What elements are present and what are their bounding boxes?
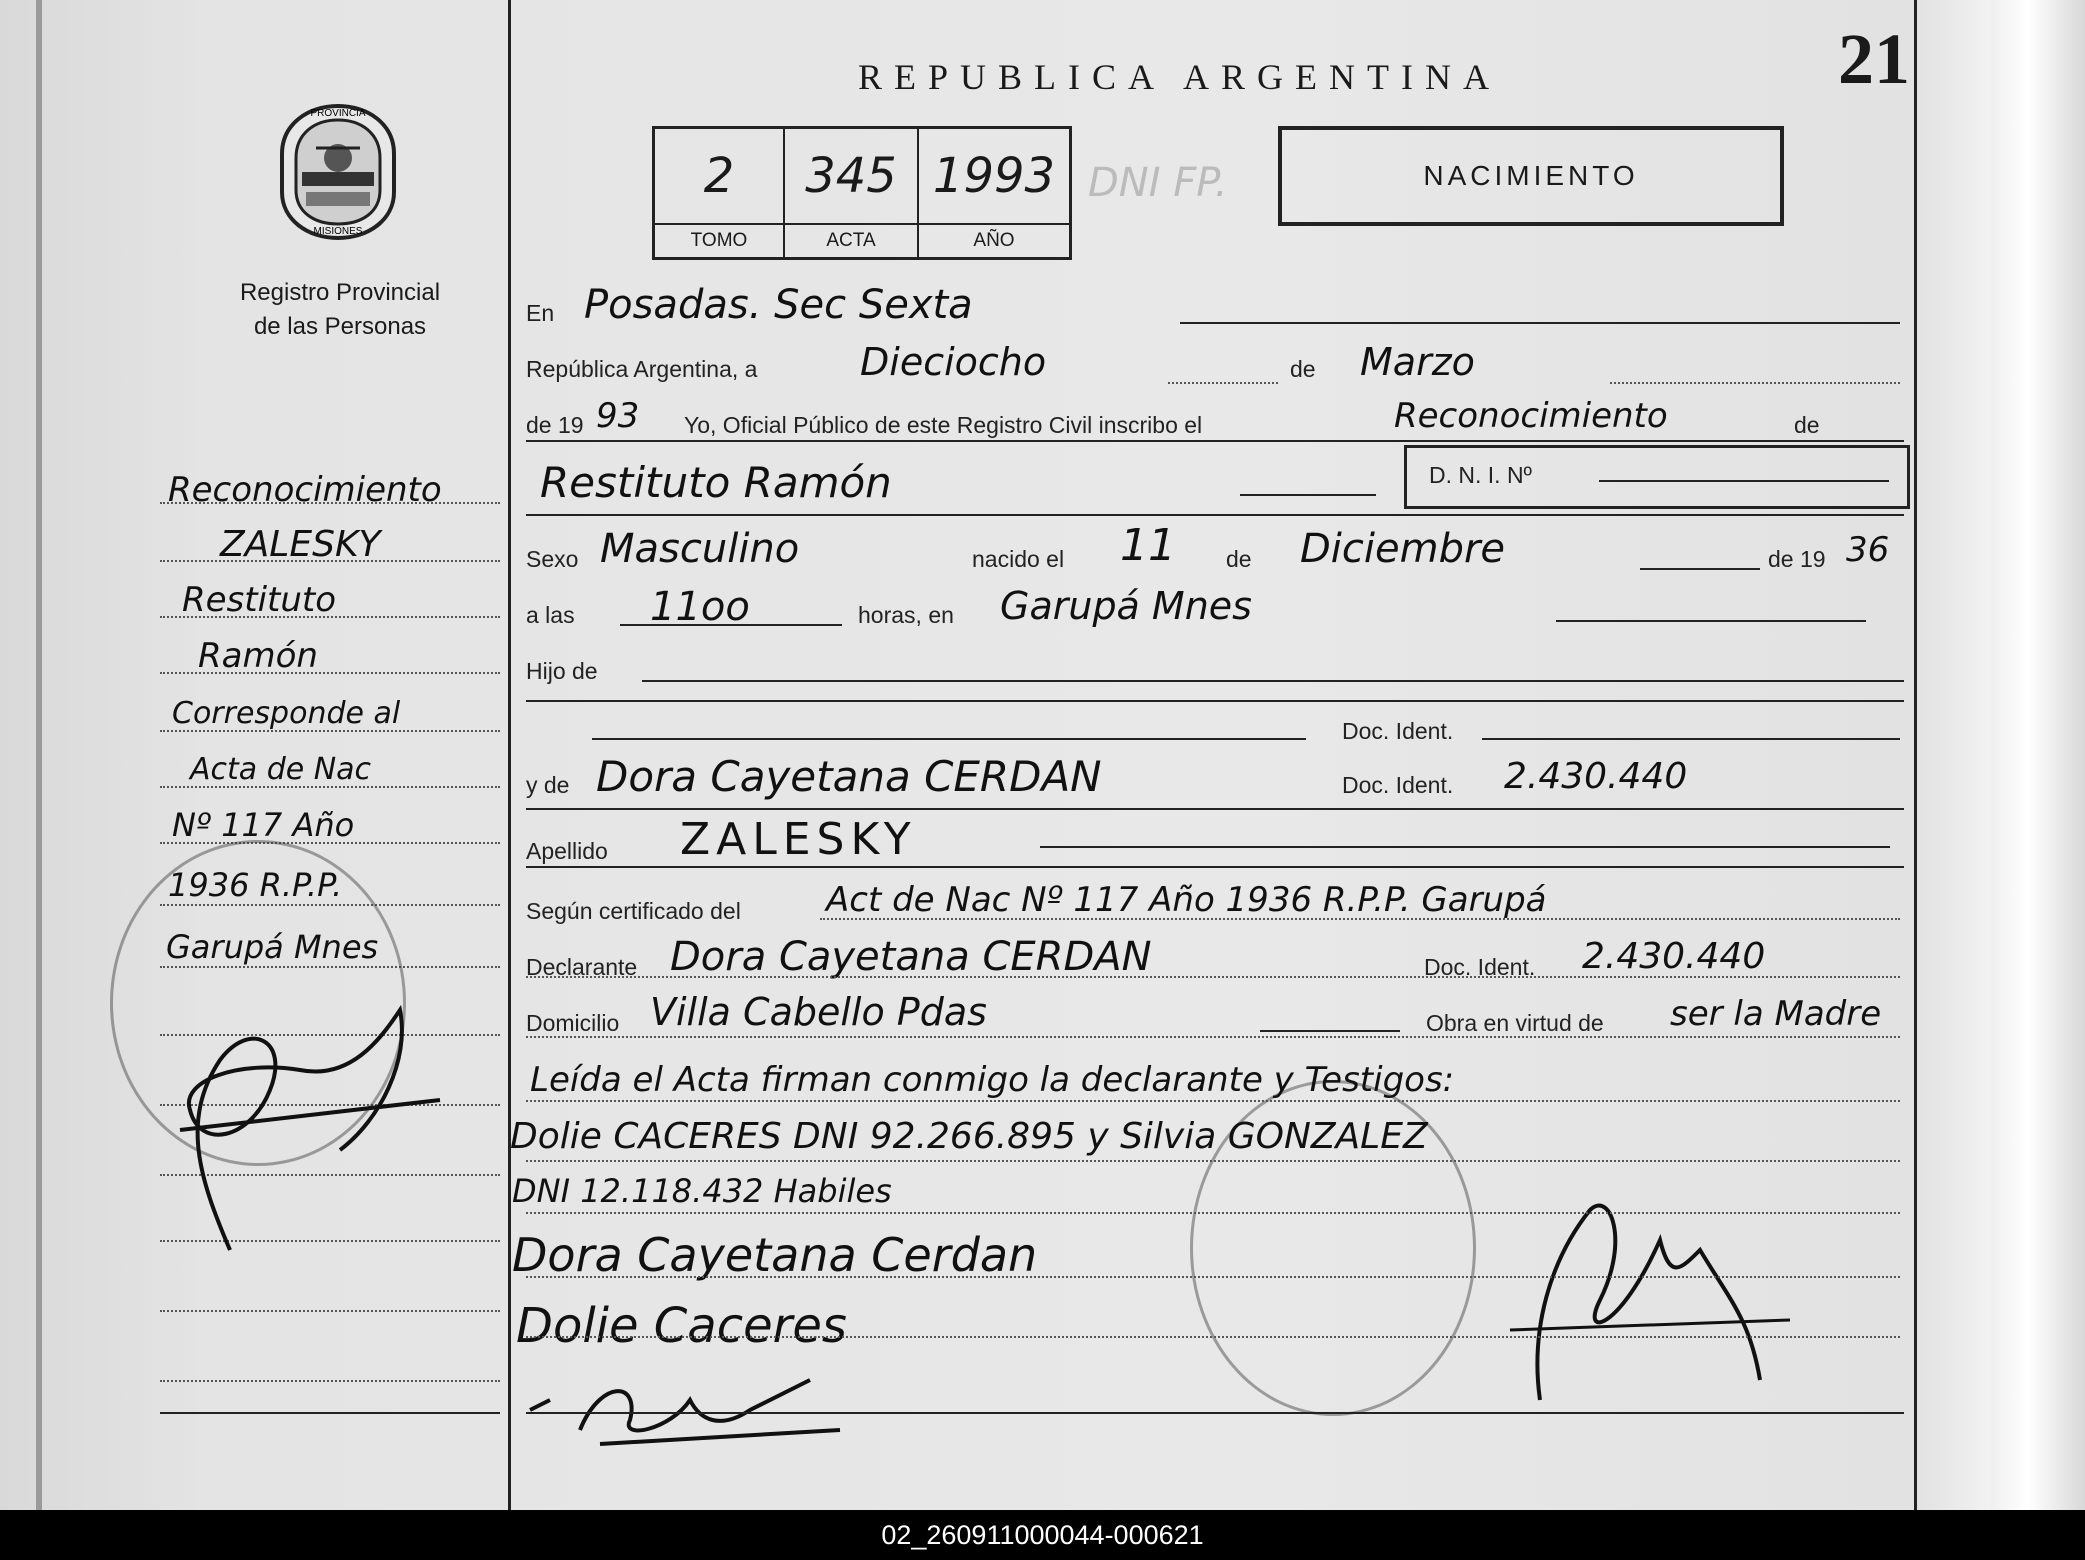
form-line [526,514,1904,516]
signature-declarante: Dora Cayetana Cerdan [512,1228,1038,1282]
note-line-3: DNI 12.118.432 Habiles [512,1172,892,1210]
margin-note-8: 1936 R.P.P. [168,866,343,904]
dni-box [1404,445,1910,509]
madre-value: Dora Cayetana CERDAN [596,752,1102,801]
mes-value: Marzo [1360,340,1475,384]
y-de-label: y de [526,772,570,798]
form-line [526,1276,1900,1278]
madre-doc-label: Doc. Ident. [1342,772,1454,798]
year-value: 93 [596,396,640,436]
apellido-label: Apellido [526,838,608,864]
nac-mes-value: Diciembre [1300,526,1506,572]
hora-value: 11oo [650,584,750,630]
dni-line [1599,480,1889,482]
declarante-doc-label: Doc. Ident. [1424,954,1536,980]
hijo-label: Hijo de [526,658,598,684]
republica-label: República Argentina, a [526,356,758,382]
de-label-2: de [1794,412,1820,438]
form-line [526,440,1904,442]
margin-line [160,1380,500,1382]
form-line [1240,494,1376,496]
nombre-value: Restituto Ramón [540,458,892,507]
witness-signature-2-icon [520,1360,850,1450]
form-line [1640,568,1760,570]
margin-note-2: ZALESKY [220,524,381,565]
certificate-type-box: NACIMIENTO [1278,126,1784,226]
header-title: REPUBLICA ARGENTINA [858,57,1502,97]
domicilio-value: Villa Cabello Pdas [650,990,987,1034]
year-prefix: de 19 [526,412,584,438]
form-line [1482,738,1900,740]
margin-note-4: Ramón [198,636,318,676]
crest-label-top: PROVINCIA [310,108,366,119]
form-line [526,1100,1900,1102]
margin-note-9: Garupá Mnes [166,928,379,966]
madre-doc-value: 2.430.440 [1504,756,1688,797]
obra-value: ser la Madre [1670,994,1882,1034]
form-line [526,976,1900,978]
anio-label: AÑO [919,223,1069,257]
form-bottom-line [526,1412,1904,1414]
segun-value: Act de Nac Nº 117 Año 1936 R.P.P. Garupá [826,880,1547,920]
acto-value: Reconocimiento [1394,396,1668,436]
apellido-value: ZALESKY [680,814,917,865]
nacido-label: nacido el [972,546,1065,572]
office-line1: Registro Provincial [239,279,441,306]
registrar-right-signature-icon [1500,1180,1800,1410]
acta-label: ACTA [785,223,919,257]
official-text: Yo, Oficial Público de este Registro Civil inscribo el [684,412,1203,438]
form-line [620,624,842,626]
obra-label: Obra en virtud de [1426,1010,1604,1036]
form-line [1556,620,1866,622]
de-label-3: de [1226,546,1252,572]
faded-margin-note: DNI FP. [1088,160,1228,206]
scan-id-footer: 02_260911000044-000621 [0,1510,2085,1560]
declarante-value: Dora Cayetana CERDAN [670,934,1152,980]
padre-doc-label: Doc. Ident. [1342,718,1454,744]
signature-witness: Dolie Caceres [516,1298,847,1354]
form-line [1260,1030,1400,1032]
provincial-crest-icon [276,102,400,242]
right-border [1914,0,1917,1510]
a-las-label: a las [526,602,575,628]
de-label: de [1290,356,1316,382]
note-line-1: Leída el Acta firman conmigo la declarante y Testigos: [530,1060,1455,1100]
acta-value: 345 [785,129,919,223]
lugar-value: Garupá Mnes [1000,584,1252,628]
margin-note-3: Restituto [182,580,337,620]
margin-bottom-line [160,1412,500,1414]
office-name [200,276,480,344]
page-number: 21 [1838,19,1910,99]
binding-edge [36,0,42,1510]
de19-label: de 19 [1768,546,1826,572]
sexo-value: Masculino [600,526,800,572]
form-line [592,738,1306,740]
margin-note-6: Acta de Nac [190,752,372,787]
form-line [1168,382,1278,384]
form-line [526,808,1904,810]
form-line [820,918,1900,920]
registry-table [652,126,1072,260]
tomo-value: 2 [655,129,785,223]
form-line [526,700,1904,702]
declarante-label: Declarante [526,954,638,980]
margin-note-1: Reconocimiento [168,470,442,510]
tomo-label: TOMO [655,223,785,257]
form-line [526,1160,1900,1162]
form-line [526,866,1904,868]
form-line [642,680,1904,682]
horas-en-label: horas, en [858,602,954,628]
segun-label: Según certificado del [526,898,741,924]
margin-line [160,1310,500,1312]
dia-value: Dieciocho [860,340,1047,384]
nac-dia-value: 11 [1120,520,1176,571]
form-line [526,1036,1900,1038]
form-line [526,1212,1900,1214]
margin-divider [508,0,511,1510]
form-line [526,1336,1900,1338]
form-line [1180,322,1900,324]
dni-label: D. N. I. Nº [1429,462,1532,488]
margin-note-5: Corresponde al [172,696,401,731]
crest-label-bottom: MISIONES [313,226,363,237]
note-line-2: Dolie CACERES DNI 92.266.895 y Silvia GONZALEZ [510,1116,1428,1157]
anio-value: 1993 [932,148,1056,204]
declarante-doc-value: 2.430.440 [1582,936,1766,977]
en-value: Posadas. Sec Sexta [584,282,973,328]
form-line [1040,846,1890,848]
nac-year-value: 36 [1846,530,1890,570]
domicilio-label: Domicilio [526,1010,620,1036]
margin-note-7: Nº 117 Año [172,806,355,844]
sexo-label: Sexo [526,546,579,572]
office-line2: de las Personas [253,313,427,340]
registrar-left-signature-icon [140,1000,460,1260]
en-label: En [526,300,555,326]
form-line [1610,382,1900,384]
page-fold [1990,0,2085,1510]
